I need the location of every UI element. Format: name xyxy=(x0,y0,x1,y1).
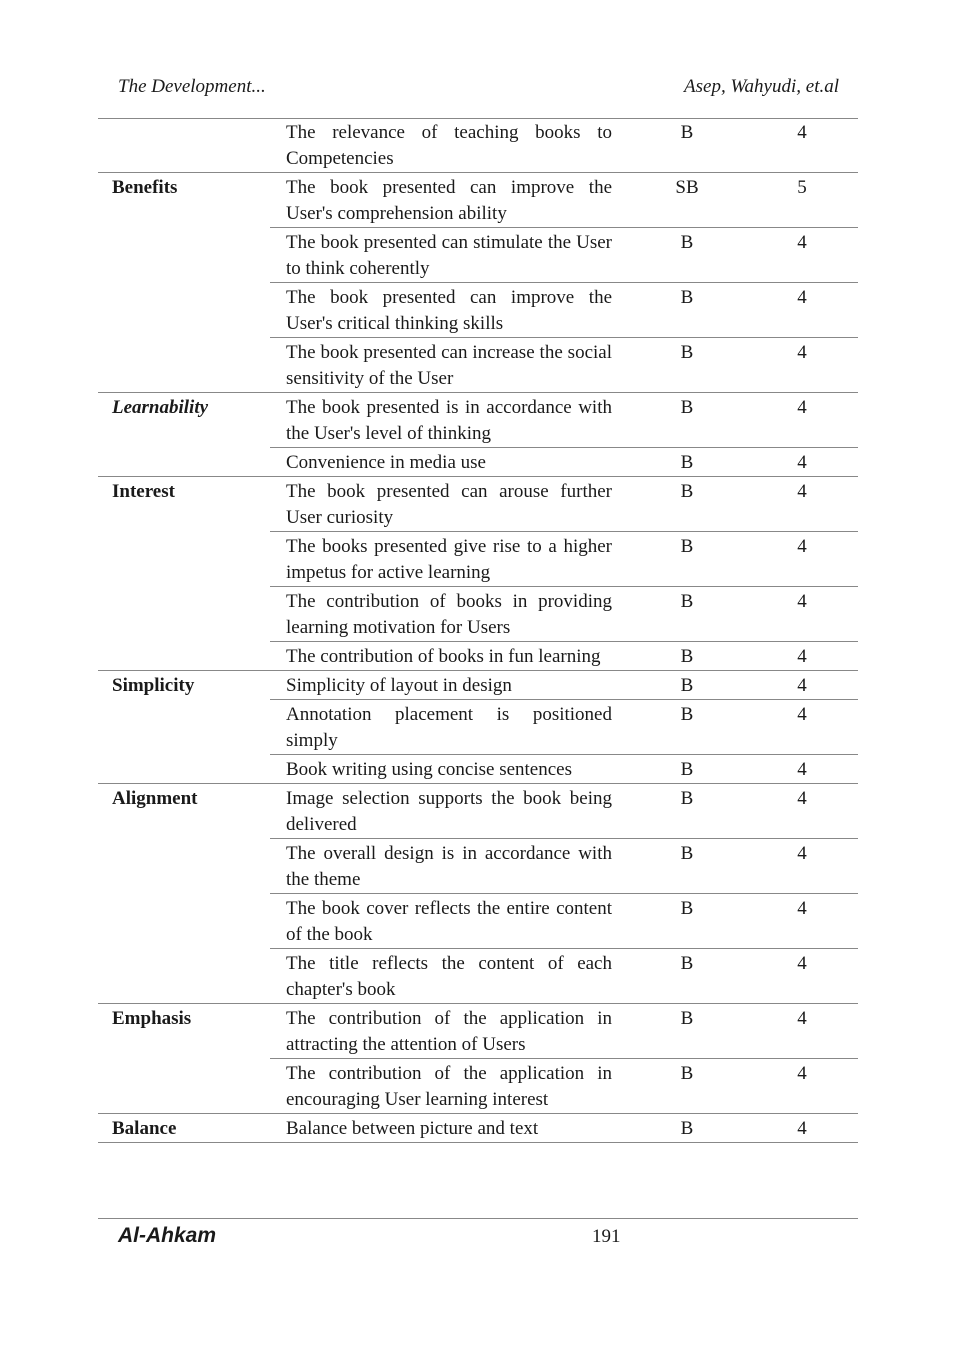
indicator-cell: The overall design is in accordance with the theme xyxy=(286,843,612,890)
table-row xyxy=(270,448,858,476)
aspect-label: Balance xyxy=(112,1118,177,1139)
indicator-cell: The book presented can increase the social sensitivity of the User xyxy=(286,342,612,389)
aspect-label: Emphasis xyxy=(112,1008,192,1029)
criteria-cell: B xyxy=(680,122,694,143)
aspect-label: Benefits xyxy=(112,177,178,198)
criteria-cell: B xyxy=(680,898,694,919)
score-cell: 4 xyxy=(797,122,807,143)
indicator-cell: The book presented can stimulate the User to think coherently xyxy=(286,232,612,279)
criteria-cell: B xyxy=(680,591,694,612)
score-cell: 4 xyxy=(797,898,807,919)
criteria-cell: B xyxy=(680,1063,694,1084)
criteria-cell: B xyxy=(680,287,694,308)
criteria-cell: B xyxy=(680,397,694,418)
indicator-cell: Annotation placement is positioned simply xyxy=(286,704,612,751)
score-cell: 4 xyxy=(797,452,807,473)
journal-name: Al-Ahkam xyxy=(118,1224,217,1247)
score-cell: 4 xyxy=(797,1118,807,1139)
table-row xyxy=(270,642,858,670)
criteria-cell: B xyxy=(680,843,694,864)
table-group xyxy=(98,118,858,173)
table-row xyxy=(270,1059,858,1113)
table-group xyxy=(98,784,858,1004)
criteria-cell: B xyxy=(680,1008,694,1029)
score-cell: 4 xyxy=(797,646,807,667)
indicator-cell: Balance between picture and text xyxy=(286,1118,539,1139)
score-cell: 4 xyxy=(797,536,807,557)
score-cell: 4 xyxy=(797,342,807,363)
table-row xyxy=(270,587,858,642)
score-cell: 4 xyxy=(797,232,807,253)
criteria-cell: B xyxy=(680,788,694,809)
table-row xyxy=(270,1004,858,1059)
criteria-cell: B xyxy=(680,759,694,780)
score-cell: 5 xyxy=(797,177,807,198)
score-cell: 4 xyxy=(797,397,807,418)
criteria-cell: B xyxy=(680,481,694,502)
table-row xyxy=(270,118,858,172)
aspect-label: Simplicity xyxy=(112,675,195,696)
criteria-cell: B xyxy=(680,342,694,363)
aspect-label: Learnability xyxy=(112,397,209,418)
score-cell: 4 xyxy=(797,481,807,502)
score-cell: 4 xyxy=(797,953,807,974)
table-row xyxy=(270,283,858,338)
table-row xyxy=(270,393,858,448)
indicator-cell: The title reflects the content of each chapter's book xyxy=(286,953,612,1000)
score-cell: 4 xyxy=(797,843,807,864)
table-row xyxy=(270,532,858,587)
indicator-cell: The contribution of books in fun learning xyxy=(286,646,601,667)
table-row xyxy=(270,755,858,783)
indicator-cell: Convenience in media use xyxy=(286,452,486,473)
indicator-cell: Image selection supports the book being delivered xyxy=(286,788,612,835)
table-row xyxy=(270,839,858,894)
indicator-cell: The contribution of the application in attracting the attention of Users xyxy=(286,1008,612,1055)
indicator-cell: Book writing using concise sentences xyxy=(286,759,573,780)
aspect-label: Interest xyxy=(112,481,175,502)
evaluation-table xyxy=(98,118,858,1143)
indicator-cell: The book presented is in accordance with the User's level of thinking xyxy=(286,397,612,444)
running-header-title: The Development... xyxy=(118,76,266,97)
table-group xyxy=(98,393,858,477)
indicator-cell: The book presented can improve the User's critical thinking skills xyxy=(286,287,612,334)
running-header-authors: Asep, Wahyudi, et.al xyxy=(684,76,839,97)
table-row xyxy=(270,1114,858,1142)
table-row xyxy=(270,894,858,949)
criteria-cell: SB xyxy=(675,177,699,198)
criteria-cell: B xyxy=(680,536,694,557)
table-group xyxy=(98,1114,858,1143)
indicator-cell: Simplicity of layout in design xyxy=(286,675,512,696)
score-cell: 4 xyxy=(797,788,807,809)
criteria-cell: B xyxy=(680,1118,694,1139)
table-row xyxy=(270,784,858,839)
indicator-cell: The book presented can improve the User's comprehension ability xyxy=(286,177,612,224)
criteria-cell: B xyxy=(680,675,694,696)
table-row xyxy=(270,338,858,392)
table-row xyxy=(270,671,858,700)
aspect-label: Alignment xyxy=(112,788,198,809)
table-group xyxy=(98,477,858,671)
table-row xyxy=(270,700,858,755)
criteria-cell: B xyxy=(680,452,694,473)
indicator-cell: The contribution of the application in encouraging User learning interest xyxy=(286,1063,612,1110)
indicator-cell: The books presented give rise to a higher impetus for active learning xyxy=(286,536,612,583)
table-row xyxy=(270,477,858,532)
score-cell: 4 xyxy=(797,287,807,308)
criteria-cell: B xyxy=(680,953,694,974)
score-cell: 4 xyxy=(797,704,807,725)
score-cell: 4 xyxy=(797,1008,807,1029)
table-group xyxy=(98,173,858,393)
indicator-cell: The book presented can arouse further User curiosity xyxy=(286,481,612,528)
score-cell: 4 xyxy=(797,1063,807,1084)
criteria-cell: B xyxy=(680,704,694,725)
indicator-cell: The relevance of teaching books to Competencies xyxy=(286,122,612,169)
score-cell: 4 xyxy=(797,591,807,612)
table-group xyxy=(98,671,858,784)
table-row xyxy=(270,173,858,228)
score-cell: 4 xyxy=(797,675,807,696)
page-number: 191 xyxy=(592,1226,621,1247)
indicator-cell: The contribution of books in providing learning motivation for Users xyxy=(286,591,612,638)
criteria-cell: B xyxy=(680,232,694,253)
criteria-cell: B xyxy=(680,646,694,667)
indicator-cell: The book cover reflects the entire content of the book xyxy=(286,898,612,945)
score-cell: 4 xyxy=(797,759,807,780)
table-row xyxy=(270,949,858,1003)
table-row xyxy=(270,228,858,283)
table-group xyxy=(98,1004,858,1114)
footer-rule xyxy=(98,1218,858,1219)
